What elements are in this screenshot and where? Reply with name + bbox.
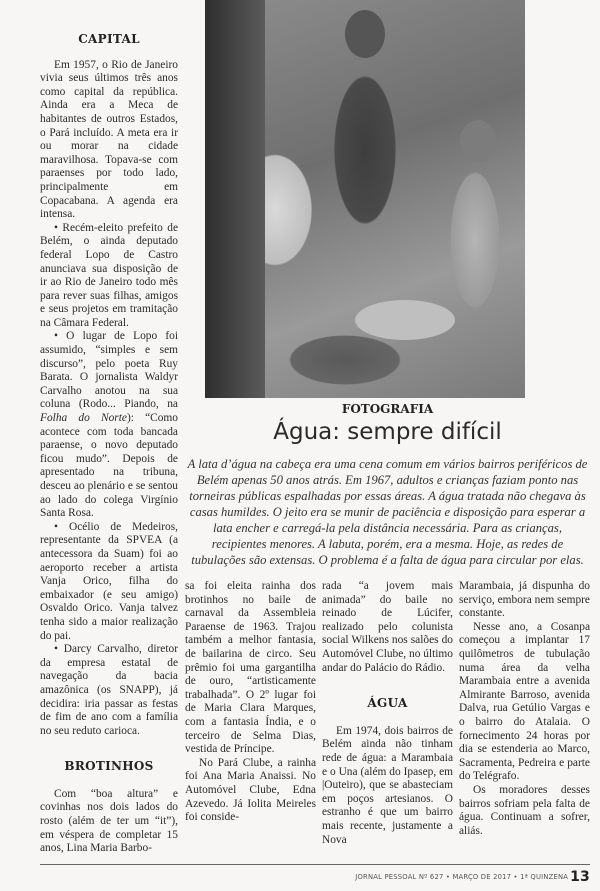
photo-water-queue: [205, 0, 525, 398]
paragraph: Os moradores desses bairros sofriam pela falta de água. Continuam a sofrer, aliás.: [459, 783, 590, 837]
paragraph: Nesse ano, a Cosanpa começou a implantar 17 quilômetros de tubulação numa área da velha Marambaia entre a avenida Almirante Barroso, avenida Dalva, rua Getúlio Vargas e o bairro do Atalaia. O fornecimento 24 horas por dia se estenderia ao Marco, Sacramenta, Pedreira e parte do Telégrafo.: [459, 620, 590, 783]
feature-deck: A lata d’água na cabeça era uma cena comum em vários bairros periféricos de Belém apenas 50 anos atrás. Em 1967, adultos e crianças faziam ponto nas torneiras públicas espalhadas por essas áreas. A água tratada não chegava às casas humildes. O jeito era se munir de paciência e disposição para esperar a lata encher e carregá-la pela distância necessária. Para as crianças, recipientes menores. A labuta, porém, era a mesma. Hoje, as redes de tubulações são extensas. O problema é a falta de água para circular por elas.: [187, 457, 588, 567]
text: • O lugar de Lopo foi assumido, “simples e sem discurso”, pelo poeta Ruy Barata. O jornalista Waldyr Carvalho anotou na sua coluna (Rodo... Piando, na: [40, 330, 178, 411]
paragraph: • Recém-eleito prefeito de Belém, o ainda deputado federal Lopo de Castro anunciava sua disposição de ir ao Rio de Janeiro todo mês para rever suas filhas, amigos e seus projetos em tramitação na Câmara Federal.: [40, 221, 178, 329]
page-number: 13: [570, 868, 590, 885]
paragraph: Marambaia, já dispunha do serviço, embora nem sempre constante.: [459, 580, 590, 620]
photo-figure: [460, 120, 496, 162]
column-1: [185, 580, 316, 847]
section-heading-capital: CAPITAL: [78, 32, 140, 46]
paragraph: Em 1974, dois bairros de Belém ainda não tinham rede de água: a Marambaia e o Una (além do Ipasep, em |Outeiro), que se abasteciam em poços artesianos. O estranho é que um bairro mais recente, justamente a Nova: [322, 724, 453, 846]
paragraph: [40, 330, 178, 520]
paragraph: No Pará Clube, a rainha foi Ana Maria Anaissi. No Automóvel Clube, Edna Azevedo. Já Iolita Meireles foi conside-: [185, 756, 316, 824]
left-column: [40, 0, 178, 856]
column-2: [322, 580, 453, 847]
section-heading-agua: ÁGUA: [367, 696, 408, 711]
footer-area: [40, 864, 590, 891]
article-columns: [185, 580, 590, 847]
photo-figure: [345, 10, 385, 58]
column-3: [459, 580, 590, 847]
photo-bucket: [355, 300, 455, 340]
feature-kicker: FOTOGRAFIA: [341, 402, 434, 416]
page-footer: [40, 865, 590, 891]
section-heading-brotinhos: BROTINHOS: [64, 759, 154, 774]
paragraph: Com “boa altura” e covinhas nos dois lados do rosto (além de ter um “it”), em véspera de completar 15 anos, Lina Maria Barbo-: [40, 787, 178, 855]
text: ): “Como acontece com toda bancada paraense, o novo deputado ficou mudo”. Depois de apresentado na tribuna, desceu ao plenário e se sentou ao lado do colega Virgínio Santa Rosa.: [40, 412, 178, 520]
footer-text: JORNAL PESSOAL Nº 627 • MARÇO DE 2017 • 1ª QUINZENA: [355, 872, 569, 881]
paragraph: • Darcy Carvalho, diretor da empresa estatal de navegação da bacia amazônica (os SNAPP), já decidira: iria passar as festas de fim de ano com a família no seu reduto carioca.: [40, 643, 178, 737]
paragraph: • Océlio de Medeiros, representante da SPVEA (a antecessora da Suam) foi ao aeroporto receber a artista Vanja Orico, filha do embaixador (e seu amigo) Osvaldo Orico. Vanja talvez tenha sido a maior realização do pai.: [40, 520, 178, 642]
feature-area: [185, 0, 590, 856]
paragraph: rada “a jovem mais animada” do baile no reinado de Lúcifer, realizado pelo colunista social Wilkens nos salões do Automóvel Clube, no último andar do Palácio do Rádio.: [322, 580, 453, 674]
paragraph: Em 1957, o Rio de Janeiro vivia seus últimos três anos como capital da república. Ainda era a Meca de habitantes de outros Estados, o Pará incluído. A meta era ir ou morar na cidade maravilhosa. Topava-se com paraenses por todo lado, principalmente em Copacabana. A agenda era intensa.: [40, 58, 178, 221]
newspaper-name: Folha do Norte: [40, 412, 127, 425]
photo-shadow: [205, 0, 265, 398]
paragraph: sa foi eleita rainha dos brotinhos no baile de carnaval da Assembleia Paraense de 1963. Trajou também a melhor fantasia, de bailarina de circo. Seu prêmio foi uma gargantilha de ouro, “artisticamente trabalhada”. O 2º lugar foi de Maria Clara Marques, com a fantasia Índia, e o terceiro de Selma Dias, vestida de Príncipe.: [185, 580, 316, 756]
feature-headline: Água: sempre difícil: [273, 419, 502, 445]
